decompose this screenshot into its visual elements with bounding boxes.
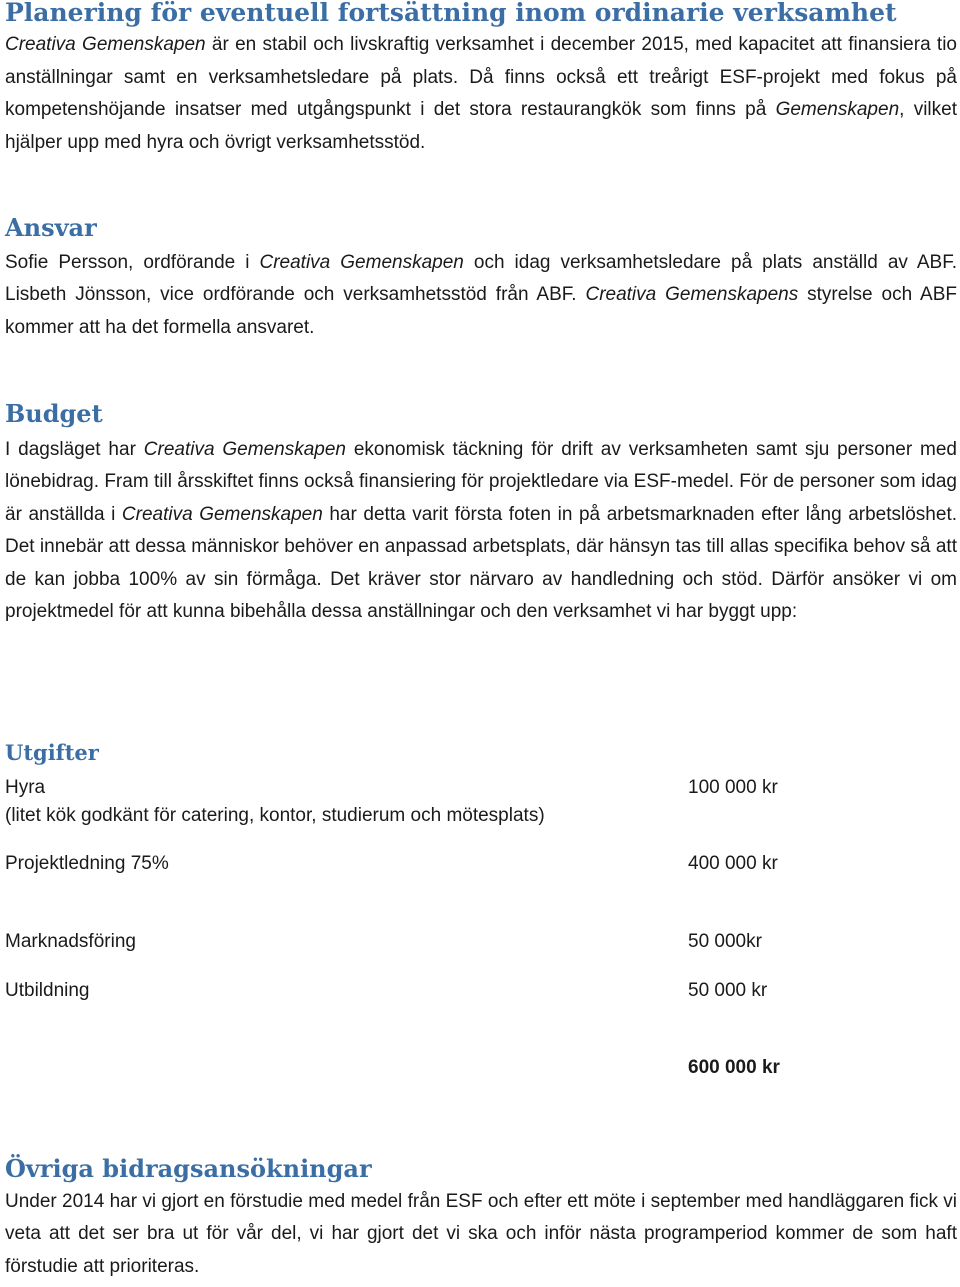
text-span: ekonomisk täckning för drift av verksamheten samt sju personer med lönebidrag. Fram till årsskiftet finns också finansiering för projektledare via ESF-medel. För de personer som idag är anställda i xyxy=(5,438,957,525)
section-planering xyxy=(5,0,957,159)
expense-amount: 400 000 kr xyxy=(688,853,778,874)
heading-ansvar: Ansvar xyxy=(5,213,97,242)
heading-budget: Budget xyxy=(5,399,103,428)
expense-amount: 50 000 kr xyxy=(688,980,768,1001)
expense-amount: 100 000 kr xyxy=(688,777,778,798)
text-span: Sofie Persson, ordförande i xyxy=(5,251,260,273)
section-ansvar xyxy=(5,214,957,344)
text-span: och idag verksamhetsledare på plats anställd av ABF. Lisbeth Jönsson, vice ordförande och verksamhetsstöd från ABF. xyxy=(5,251,958,306)
text-span: , vilket hjälper upp med hyra och övrigt verksamhetsstöd. xyxy=(5,99,957,153)
expense-label xyxy=(5,774,665,830)
text-span: har detta varit första foten in på arbetsmarknaden efter lång arbetslöshet. Det innebär att dessa människor behöver en anpassad arbetsplats, där hänsyn tas till allas specifika behov så att de kan jobba 100% av sin förmåga. Det kräver stor närvaro av handledning och stöd. Därför ansöker vi om projektmedel för att kunna bibehålla dessa anställningar och den verksamhet vi har byggt upp: xyxy=(5,503,957,623)
paragraph-ansvar xyxy=(5,247,957,345)
text-span: I dagsläget har xyxy=(5,438,144,460)
expense-label: Projektledning 75% xyxy=(5,853,169,874)
expense-label-main: Hyra xyxy=(5,777,46,798)
italic-org-name: Creativa Gemenskapens xyxy=(585,284,799,306)
paragraph-budget xyxy=(5,434,957,629)
section-budget xyxy=(5,400,957,629)
expense-total: 600 000 kr xyxy=(688,1057,780,1078)
section-utgifter xyxy=(5,740,957,1078)
paragraph-ovriga: Under 2014 har vi gjort en förstudie med medel från ESF och efter ett möte i september med handläggaren fick vi veta att det ser bra ut för vår del, vi har gjort det vi ska och inför nästa programperiod kommer de som haft förstudie att prioriteras. xyxy=(5,1190,957,1277)
heading-ovriga: Övriga bidragsansökningar xyxy=(5,1154,372,1183)
expense-label: Marknadsföring xyxy=(5,931,136,952)
expense-amount: 50 000kr xyxy=(688,931,762,952)
italic-org-name: Creativa Gemenskapen xyxy=(143,438,346,460)
text-span: är en stabil och livskraftig verksamhet i december 2015, med kapacitet att finansiera tio anställningar samt en verksamhetsledare på plats. Då finns också ett treårigt ESF-projekt med fokus på kompetenshöjande insatser med utgångspunkt i det stora restaurangkök som finns på xyxy=(5,34,957,120)
paragraph-planering xyxy=(5,29,957,159)
text-span: styrelse och ABF kommer att ha det formella ansvaret. xyxy=(5,284,957,338)
italic-org-name: Creativa Gemenskapen xyxy=(121,503,323,525)
expense-label-sub: (litet kök godkänt för catering, kontor, studierum och mötesplats) xyxy=(5,805,545,826)
heading-utgifter: Utgifter xyxy=(5,740,99,765)
expense-label: Utbildning xyxy=(5,980,90,1001)
italic-org-name: Creativa Gemenskapen xyxy=(5,34,206,55)
italic-org-name: Creativa Gemenskapen xyxy=(259,251,464,273)
italic-org-name: Gemenskapen xyxy=(775,99,900,120)
heading-planering: Planering för eventuell fortsättning inom ordinarie verksamhet xyxy=(5,0,897,27)
section-ovriga xyxy=(5,1155,957,1283)
